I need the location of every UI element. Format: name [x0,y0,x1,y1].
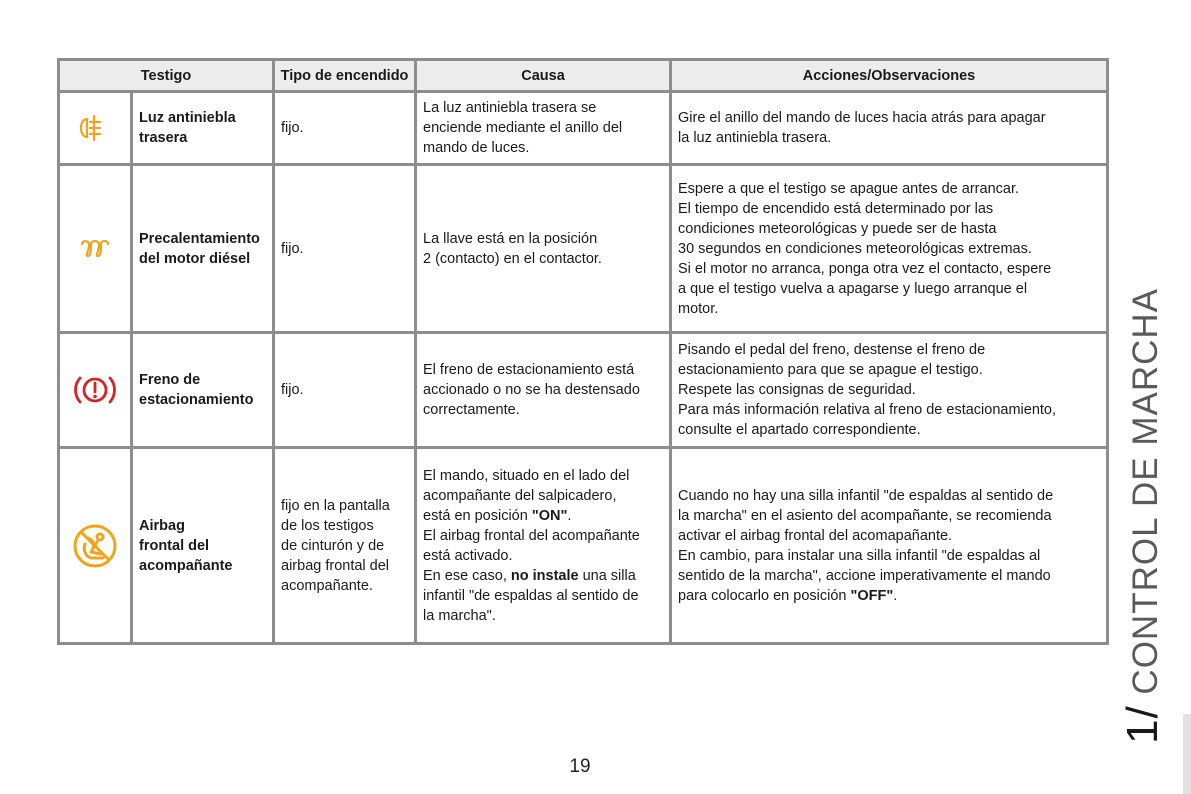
causa-line: El airbag frontal del acompañante [423,527,640,544]
causa-line: El freno de estacionamiento está [423,362,635,378]
acciones-line: Si el motor no arranca, ponga otra vez el contacto, espere [678,260,1052,277]
header-acciones: Acciones/Observaciones [671,60,1108,92]
row-causa [416,165,671,333]
name-line: Freno de [139,372,201,388]
name-line: Airbag [139,517,185,534]
acciones-line: a que el testigo vuelva a apagarse y luego arranque el [678,280,1028,297]
acciones-line: condiciones meteorológicas y puede ser de hasta [678,220,997,237]
icon-cell [59,165,132,333]
table-row [59,333,1108,448]
tipo-line: acompañante. [281,577,373,594]
side-tab-marker [1183,714,1191,794]
causa-line: La luz antiniebla trasera se [423,100,597,116]
causa-line: infantil "de espaldas al sentido de [423,587,639,604]
chapter-number: 1/ [1118,705,1167,744]
causa-line: acompañante del salpicadero, [423,487,617,504]
acciones-line: Respete las consignas de seguridad. [678,382,916,398]
rear-fog-light-icon [76,114,114,142]
acciones-line: En cambio, para instalar una silla infantil "de espaldas al [678,547,1041,564]
tipo-line: airbag frontal del [281,557,390,574]
row-causa [416,333,671,448]
causa-line: mando de luces. [423,140,530,156]
name-line: estacionamiento [139,392,254,408]
tipo-line: de los testigos [281,517,374,534]
header-causa: Causa [416,60,671,92]
row-tipo [274,92,416,165]
icon-cell [59,333,132,448]
page-number: 19 [569,756,591,777]
table-row [59,448,1108,644]
header-testigo: Testigo [59,60,274,92]
causa-line: La llave está en la posición [423,230,598,247]
acciones-line: Cuando no hay una silla infantil "de espaldas al sentido de [678,487,1054,504]
table-row [59,165,1108,333]
name-line: del motor diésel [139,250,251,267]
tipo-line: fijo. [281,120,304,136]
acciones-line: la marcha" en el asiento del acompañante, se recomienda [678,507,1052,524]
diesel-preheating-icon [80,238,110,260]
acciones-bold: "OFF" [850,587,894,604]
warning-lights-table [57,58,1109,645]
tipo-line: fijo. [281,382,304,398]
icon-cell [59,448,132,644]
row-name [132,333,274,448]
acciones-line: activar el airbag frontal del acomapañante. [678,527,953,544]
parking-brake-icon [72,373,118,407]
acciones-line: para colocarlo en posición [678,587,851,604]
icon-cell [59,92,132,165]
acciones-line: Pisando el pedal del freno, destense el freno de [678,342,986,358]
passenger-airbag-off-icon [71,522,119,570]
causa-line: . [567,507,572,524]
chapter-side-title [1118,287,1167,744]
header-tipo-encendido: Tipo de encendido [274,60,416,92]
causa-line: la marcha". [423,607,496,624]
causa-line: una silla [578,567,636,584]
causa-line: está activado. [423,547,513,564]
causa-bold: "ON" [531,507,568,524]
causa-line: enciende mediante el anillo del [423,120,623,136]
row-tipo [274,448,416,644]
causa-line: El mando, situado en el lado del [423,467,630,484]
name-line: Precalentamiento [139,230,260,247]
name-line: trasera [139,130,188,146]
acciones-line: consulte el apartado correspondiente. [678,422,921,438]
acciones-line: 30 segundos en condiciones meteorológicas extremas. [678,240,1032,257]
row-name [132,448,274,644]
row-acciones [671,165,1108,333]
acciones-line: Para más información relativa al freno de estacionamiento, [678,402,1057,418]
table-header-row [59,60,1108,92]
tipo-line: fijo. [281,240,304,257]
causa-line: En ese caso, [423,567,511,584]
acciones-line: estacionamiento para que se apague el testigo. [678,362,983,378]
tipo-line: fijo en la pantalla [281,497,390,514]
causa-line: correctamente. [423,402,520,418]
acciones-line: motor. [678,300,719,317]
row-causa [416,448,671,644]
acciones-line: sentido de la marcha", accione imperativamente el mando [678,567,1051,584]
causa-bold: no instale [510,567,579,584]
chapter-title: CONTROL DE MARCHA [1126,287,1165,695]
acciones-line: Gire el anillo del mando de luces hacia atrás para apagar [678,110,1046,126]
tipo-line: de cinturón y de [281,537,385,554]
acciones-line: El tiempo de encendido está determinado por las [678,200,994,217]
acciones-line: la luz antiniebla trasera. [678,130,832,146]
name-line: acompañante [139,557,233,574]
row-acciones [671,92,1108,165]
row-acciones [671,333,1108,448]
row-name [132,165,274,333]
row-causa [416,92,671,165]
row-name [132,92,274,165]
causa-line: 2 (contacto) en el contactor. [423,250,602,267]
row-acciones [671,448,1108,644]
name-line: Luz antiniebla [139,110,236,126]
row-tipo [274,165,416,333]
causa-line: está en posición [423,507,532,524]
acciones-line: . [893,587,898,604]
causa-line: accionado o no se ha destensado [423,382,640,398]
chapter-side-title-text [1118,287,1167,744]
name-line: frontal del [139,537,210,554]
table-row [59,92,1108,165]
row-tipo [274,333,416,448]
acciones-line: Espere a que el testigo se apague antes de arrancar. [678,180,1019,197]
